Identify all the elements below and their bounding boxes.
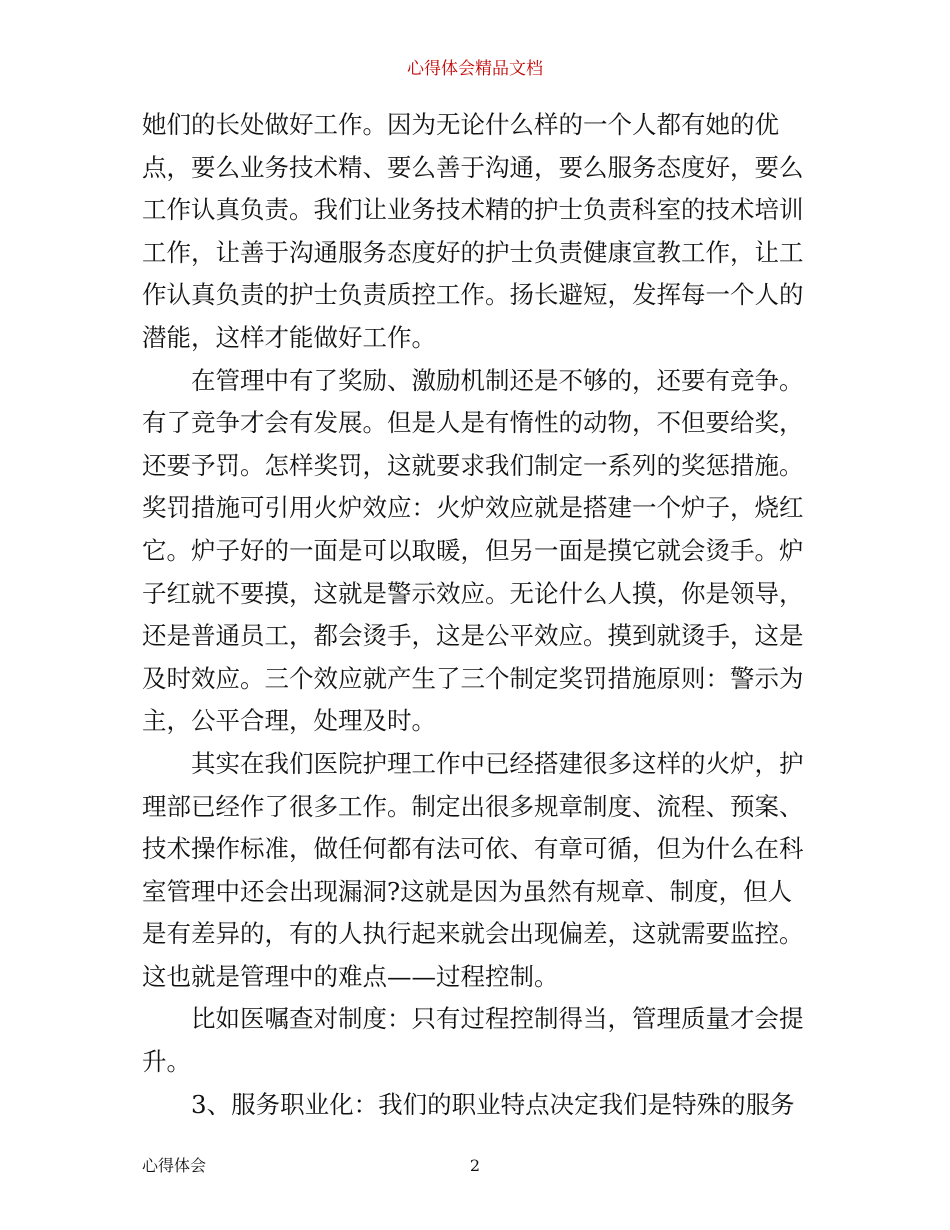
paragraph-2 xyxy=(142,360,812,743)
text-line: 作认真负责的护士负责质控工作。扬长避短，发挥每一个人的 xyxy=(142,280,804,310)
text-line: 点，要么业务技术精、要么善于沟通，要么服务态度好，要么 xyxy=(142,152,804,182)
paragraph-3 xyxy=(142,743,812,999)
footer-label: 心得体会 xyxy=(142,1156,207,1175)
text-line: 它。炉子好的一面是可以取暖，但另一面是摸它就会烫手。炉 xyxy=(142,535,804,565)
text-line: 是有差异的，有的人执行起来就会出现偏差，这就需要监控。 xyxy=(142,919,804,949)
text-line: 她们的长处做好工作。因为无论什么样的一个人都有她的优 xyxy=(142,110,779,139)
text-line: 升。 xyxy=(142,1047,191,1077)
text-line: 3、服务职业化：我们的职业特点决定我们是特殊的服务 xyxy=(191,1089,795,1119)
text-line: 其实在我们医院护理工作中已经搭建很多这样的火炉，护 xyxy=(191,748,804,778)
page-number: 2 xyxy=(469,1156,481,1175)
text-line: 比如医嘱查对制度：只有过程控制得当，管理质量才会提 xyxy=(191,1004,804,1034)
text-line: 还要予罚。怎样奖罚，这就要求我们制定一系列的奖惩措施。 xyxy=(142,450,804,480)
text-line: 这也就是管理中的难点——过程控制。 xyxy=(142,961,559,991)
text-line: 还是普通员工，都会烫手，这是公平效应。摸到就烫手，这是 xyxy=(142,621,804,651)
text-line: 及时效应。三个效应就产生了三个制定奖罚措施原则：警示为 xyxy=(142,663,804,693)
text-line: 理部已经作了很多工作。制定出很多规章制度、流程、预案、 xyxy=(142,791,804,821)
text-line: 室管理中还会出现漏洞?这就是因为虽然有规章、制度，但人 xyxy=(142,876,793,906)
paragraph-5 xyxy=(142,1084,812,1127)
text-line: 有了竞争才会有发展。但是人是有惰性的动物，不但要给奖， xyxy=(142,408,804,438)
text-line: 奖罚措施可引用火炉效应：火炉效应就是搭建一个炉子，烧红 xyxy=(142,493,804,523)
paragraph-4 xyxy=(142,998,812,1083)
paragraph-1 xyxy=(142,104,812,360)
text-line: 工作，让善于沟通服务态度好的护士负责健康宣教工作，让工 xyxy=(142,237,804,267)
text-line: 技术操作标准，做任何都有法可依、有章可循，但为什么在科 xyxy=(142,834,804,864)
text-line: 潜能，这样才能做好工作。 xyxy=(142,322,436,352)
text-line: 主，公平合理，处理及时。 xyxy=(142,706,436,736)
page-header-title: 心得体会精品文档 xyxy=(407,59,543,79)
text-line: 工作认真负责。我们让业务技术精的护士负责科室的技术培训 xyxy=(142,195,804,225)
text-line: 子红就不要摸，这就是警示效应。无论什么人摸，你是领导， xyxy=(142,578,804,608)
document-body xyxy=(142,104,812,1126)
text-line: 在管理中有了奖励、激励机制还是不够的，还要有竞争。 xyxy=(191,365,804,395)
